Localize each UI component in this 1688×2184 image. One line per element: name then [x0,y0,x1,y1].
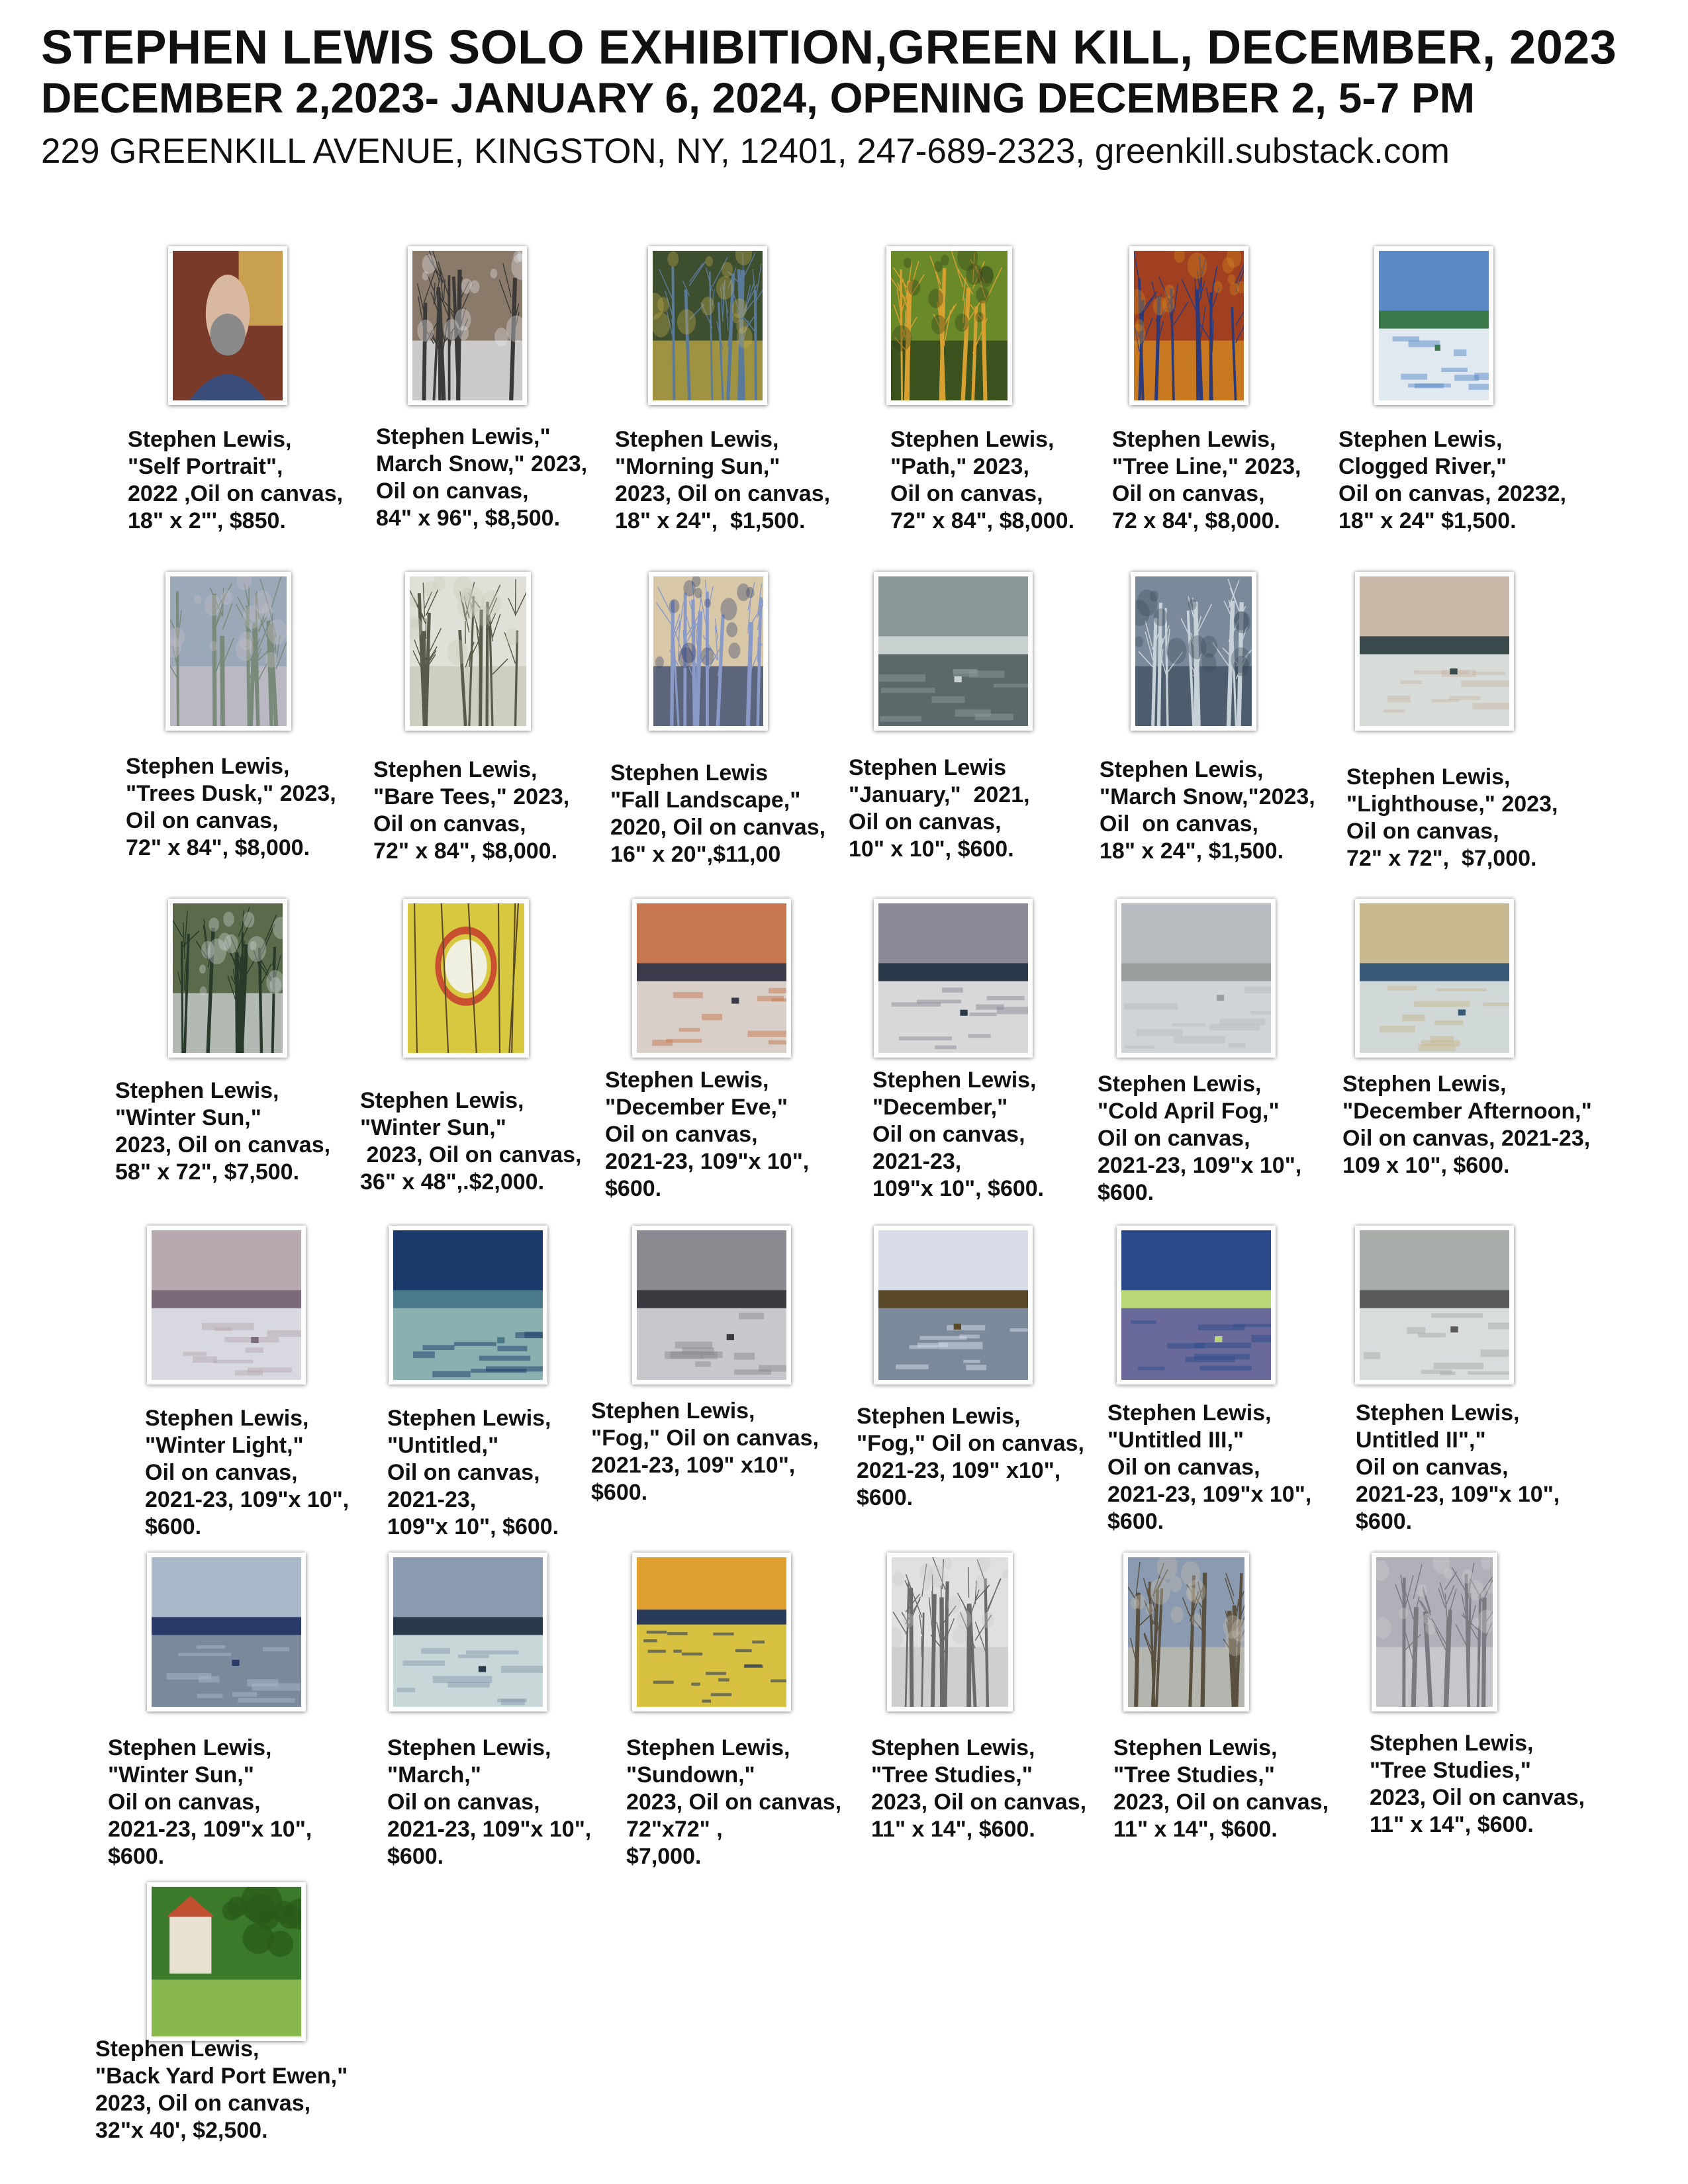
artwork-image [393,1557,543,1707]
caption-line: 109"x 10", $600. [387,1514,559,1539]
caption-line: Stephen Lewis, [626,1735,790,1760]
caption-line: Stephen Lewis, [1107,1400,1272,1426]
caption-line: "Tree Studies," [1370,1758,1531,1783]
caption-line: Stephen Lewis, [1370,1731,1534,1756]
artwork-caption [145,1405,349,1541]
artwork-image [891,251,1008,400]
caption-line: 2021-23, 109"x 10", [387,1817,592,1842]
artwork-thumbnail [1355,1226,1514,1385]
caption-line: Stephen Lewis, [591,1398,755,1424]
caption-line: Oil on canvas, [108,1790,261,1815]
caption-line: Stephen Lewis, [1113,1735,1278,1760]
caption-line: Stephen Lewis, [360,1088,524,1113]
caption-line: 18" x 24", $1,500. [1100,839,1284,864]
caption-line: Oil on canvas, 2021-23, [1342,1126,1591,1151]
caption-line: $600. [591,1480,648,1505]
caption-line: 2021-23, 109"x 10", [108,1817,312,1842]
caption-line: 10" x 10", $600. [849,837,1014,862]
caption-line: Stephen Lewis, [605,1068,769,1093]
artwork-caption [376,424,587,532]
artwork-thumbnail [874,1226,1033,1385]
artwork-caption [890,426,1074,535]
caption-line: Stephen Lewis, [1100,757,1264,782]
caption-line: Stephen Lewis, [387,1406,551,1431]
caption-line: Oil on canvas, [849,809,1002,835]
caption-line: 2021-23, 109"x 10", [1356,1482,1560,1507]
caption-line: 2021-23, 109"x 10", [1107,1482,1312,1507]
artwork-thumbnail [1129,246,1248,405]
artwork-image [878,576,1028,726]
artwork-thumbnail [648,246,767,405]
artwork-caption [108,1735,312,1870]
caption-line: 2021-23, 109"x 10", [1098,1153,1302,1178]
artwork-caption [387,1735,591,1870]
caption-line: Stephen Lewis, [1356,1400,1520,1426]
caption-line: 32"x 40', $2,500. [95,2118,268,2143]
caption-line: Clogged River," [1338,454,1507,479]
artwork-image [408,903,524,1053]
caption-line: 72"x72" , [626,1817,723,1842]
caption-line: "Fog," Oil on canvas, [857,1431,1084,1456]
artwork-caption [1356,1400,1560,1535]
artwork-image [152,1557,301,1707]
artwork-image [173,903,283,1053]
artwork-image [1360,1230,1509,1380]
caption-line: 72 x 84', $8,000. [1112,508,1280,533]
caption-line: $600. [857,1485,914,1510]
caption-line: "March Snow,"2023, [1100,784,1315,809]
artwork-image [1360,903,1509,1053]
artwork-image [1360,576,1509,726]
caption-line: Oil on canvas, [890,481,1043,506]
caption-line: Oil on canvas, [373,811,526,837]
caption-line: 11" x 14", $600. [1113,1817,1278,1842]
caption-line: 2021-23, [872,1149,962,1174]
caption-line: "Path," 2023, [890,454,1029,479]
caption-line: 18" x 2"', $850. [128,508,286,533]
artwork-thumbnail [632,1553,791,1711]
artwork-image [878,1230,1028,1380]
caption-line: Stephen Lewis, [373,757,538,782]
artwork-thumbnail [1355,899,1514,1058]
caption-line: 2021-23, 109" x10", [591,1453,796,1478]
caption-line: Stephen Lewis [849,755,1007,780]
artwork-thumbnail [1372,1553,1497,1711]
artwork-caption [128,426,343,535]
caption-line: 2021-23, 109" x10", [857,1458,1061,1483]
artwork-image [637,1230,786,1380]
caption-line: "Bare Tees," 2023, [373,784,570,809]
caption-line: 2023, Oil on canvas, [1113,1790,1329,1815]
artwork-thumbnail [1117,899,1276,1058]
artwork-image [393,1230,543,1380]
artwork-caption [1346,764,1558,872]
caption-line: 84" x 96", $8,500. [376,506,561,531]
artwork-thumbnail [147,1553,306,1711]
caption-line: Stephen Lewis, [1112,427,1276,452]
artwork-thumbnail [632,899,791,1058]
artwork-thumbnail [389,1553,547,1711]
caption-line: "Fog," Oil on canvas, [591,1426,819,1451]
caption-line: "Winter Sun," [115,1105,261,1130]
artwork-image [412,251,522,400]
artwork-caption [1370,1730,1585,1839]
caption-line: $600. [108,1844,165,1869]
caption-line: Oil on canvas, [605,1122,758,1147]
caption-line: Stephen Lewis, [615,427,779,452]
artwork-thumbnail [405,572,531,731]
caption-line: $600. [145,1514,202,1539]
artwork-caption [1112,426,1301,535]
caption-line: $600. [1356,1509,1413,1534]
caption-line: "Lighthouse," 2023, [1346,792,1558,817]
caption-line: 2023, Oil on canvas, [360,1142,582,1167]
caption-line: 58" x 72", $7,500. [115,1160,300,1185]
caption-line: Oil on canvas, [376,478,529,504]
artwork-image [878,903,1028,1053]
artwork-caption [605,1067,809,1203]
exhibition-dates: DECEMBER 2,2023- JANUARY 6, 2024, OPENING DECEMBER 2, 5-7 PM [41,74,1475,122]
artwork-thumbnail [147,1882,306,2041]
artwork-image [173,251,283,400]
caption-line: Stephen Lewis [610,760,769,786]
artwork-thumbnail [1374,246,1493,405]
artwork-thumbnail [649,572,768,731]
caption-line: 109"x 10", $600. [872,1176,1045,1201]
artwork-image [637,1557,786,1707]
artwork-image [892,1557,1008,1707]
artwork-thumbnail [403,899,529,1058]
caption-line: 2023, Oil on canvas, [1370,1785,1585,1810]
caption-line: 2023, Oil on canvas, [871,1790,1087,1815]
artwork-caption [849,754,1030,863]
caption-line: 2021-23, 109"x 10", [145,1487,350,1512]
artwork-caption [626,1735,841,1870]
artwork-caption [1098,1071,1301,1206]
artwork-thumbnail [165,572,291,731]
caption-line: Stephen Lewis, [115,1078,279,1103]
artwork-image [1121,1230,1271,1380]
caption-line: 2023, Oil on canvas, [115,1132,331,1158]
artwork-caption [610,760,825,868]
artwork-image [1121,903,1271,1053]
caption-line: "Tree Line," 2023, [1112,454,1301,479]
caption-line: Stephen Lewis, [145,1406,309,1431]
artwork-caption [373,756,569,865]
artwork-image [637,903,786,1053]
gallery-address: 229 GREENKILL AVENUE, KINGSTON, NY, 12401, 247-689-2323, greenkill.substack.com [41,132,1450,171]
header [41,21,1656,171]
artwork-thumbnail [1123,1553,1249,1711]
artwork-caption [95,2036,348,2144]
artwork-caption [615,426,830,535]
caption-line: Oil on canvas, [872,1122,1025,1147]
artwork-image [1134,251,1244,400]
caption-line: 72" x 84", $8,000. [126,835,310,860]
artwork-caption [1107,1400,1311,1535]
artwork-thumbnail [874,899,1033,1058]
caption-line: "Cold April Fog," [1098,1099,1280,1124]
caption-line: Oil on canvas, [1107,1455,1260,1480]
caption-line: 11" x 14", $600. [871,1817,1035,1842]
artwork-image [1128,1557,1244,1707]
artwork-thumbnail [168,246,287,405]
artwork-thumbnail [887,1553,1013,1711]
caption-line: "Winter Light," [145,1433,304,1458]
caption-line: $7,000. [626,1844,702,1869]
caption-line: Oil on canvas, [1100,811,1258,837]
artwork-thumbnail [886,246,1012,405]
caption-line: Oil on canvas, [387,1460,540,1485]
caption-line: Oil on canvas, [145,1460,298,1485]
caption-line: 2021-23, 109"x 10", [605,1149,810,1174]
caption-line: "Untitled," [387,1433,499,1458]
caption-line: Stephen Lewis, [871,1735,1035,1760]
caption-line: $600. [605,1176,662,1201]
caption-line: Stephen Lewis, [1342,1071,1507,1097]
caption-line: "December Eve," [605,1095,788,1120]
caption-line: Stephen Lewis, [108,1735,272,1760]
caption-line: "Winter Sun," [108,1762,254,1788]
caption-line: Untitled II"," [1356,1428,1486,1453]
artwork-caption [387,1405,559,1541]
caption-line: "Sundown," [626,1762,755,1788]
caption-line: Oil on canvas, [1112,481,1265,506]
caption-line: Oil on canvas, [387,1790,540,1815]
artwork-image [1135,576,1252,726]
caption-line: 72" x 84", $8,000. [373,839,558,864]
artwork-thumbnail [408,246,527,405]
caption-line: 2023, Oil on canvas, [626,1790,842,1815]
caption-line: Stephen Lewis," [376,424,551,449]
caption-line: Stephen Lewis, [126,754,290,779]
artwork-image [1376,1557,1493,1707]
caption-line: "December," [872,1095,1008,1120]
caption-line: $600. [387,1844,444,1869]
caption-line: $600. [1107,1509,1164,1534]
caption-line: 2020, Oil on canvas, [610,815,826,840]
artwork-caption [857,1403,1084,1512]
caption-line: Stephen Lewis, [1346,764,1511,790]
artwork-image [653,251,763,400]
artwork-image [170,576,287,726]
artwork-image [152,1887,301,2036]
artwork-caption [1113,1735,1329,1843]
caption-line: 2022 ,Oil on canvas, [128,481,344,506]
caption-line: "Self Portrait", [128,454,283,479]
artwork-caption [591,1398,819,1506]
exhibition-title: STEPHEN LEWIS SOLO EXHIBITION,GREEN KILL, DECEMBER, 2023 [41,21,1617,74]
artwork-image [653,576,763,726]
caption-line: Stephen Lewis, [1098,1071,1262,1097]
artwork-image [410,576,526,726]
artwork-caption [360,1087,582,1196]
caption-line: "Tree Studies," [871,1762,1033,1788]
caption-line: Stephen Lewis, [95,2036,259,2062]
caption-line: Stephen Lewis, [872,1068,1037,1093]
caption-line: 16" x 20",$11,00 [610,842,781,867]
caption-line: "Fall Landscape," [610,788,801,813]
caption-line: "Winter Sun," [360,1115,506,1140]
caption-line: Oil on canvas, 20232, [1338,481,1566,506]
artwork-thumbnail [147,1226,306,1385]
caption-line: 2023, Oil on canvas, [95,2091,311,2116]
caption-line: 2021-23, [387,1487,477,1512]
caption-line: 72" x 84", $8,000. [890,508,1075,533]
artwork-thumbnail [632,1226,791,1385]
artwork-caption [871,1735,1086,1843]
caption-line: "Morning Sun," [615,454,780,479]
caption-line: "Back Yard Port Ewen," [95,2064,348,2089]
artwork-caption [1338,426,1566,535]
caption-line: Stephen Lewis, [857,1404,1021,1429]
artwork-caption [126,753,336,862]
caption-line: 18" x 24" $1,500. [1338,508,1517,533]
artwork-thumbnail [168,899,287,1058]
artwork-thumbnail [1131,572,1256,731]
artwork-thumbnail [1355,572,1514,731]
artwork-thumbnail [1117,1226,1276,1385]
caption-line: "March," [387,1762,481,1788]
caption-line: 36" x 48",.$2,000. [360,1169,545,1195]
caption-line: "December Afternoon," [1342,1099,1592,1124]
caption-line: Stephen Lewis, [128,427,292,452]
artwork-caption [115,1077,330,1186]
artwork-image [1379,251,1489,400]
caption-line: 72" x 72", $7,000. [1346,846,1537,871]
caption-line: Oil on canvas, [126,808,279,833]
caption-line: 18" x 24", $1,500. [615,508,806,533]
artwork-caption [1342,1071,1592,1179]
caption-line: $600. [1098,1180,1154,1205]
caption-line: Oil on canvas, [1346,819,1499,844]
artwork-caption [1100,756,1315,865]
caption-line: 2023, Oil on canvas, [615,481,831,506]
artwork-thumbnail [874,572,1033,731]
caption-line: Oil on canvas, [1098,1126,1250,1151]
caption-line: Stephen Lewis, [890,427,1055,452]
caption-line: March Snow," 2023, [376,451,588,477]
caption-line: 11" x 14", $600. [1370,1812,1534,1837]
caption-line: Stephen Lewis, [1338,427,1503,452]
caption-line: "Untitled III," [1107,1428,1244,1453]
artwork-image [152,1230,301,1380]
artwork-thumbnail [389,1226,547,1385]
caption-line: 109 x 10", $600. [1342,1153,1510,1178]
caption-line: "Trees Dusk," 2023, [126,781,336,806]
artwork-caption [872,1067,1044,1203]
caption-line: "January," 2021, [849,782,1030,807]
caption-line: Oil on canvas, [1356,1455,1509,1480]
caption-line: Stephen Lewis, [387,1735,551,1760]
caption-line: "Tree Studies," [1113,1762,1275,1788]
